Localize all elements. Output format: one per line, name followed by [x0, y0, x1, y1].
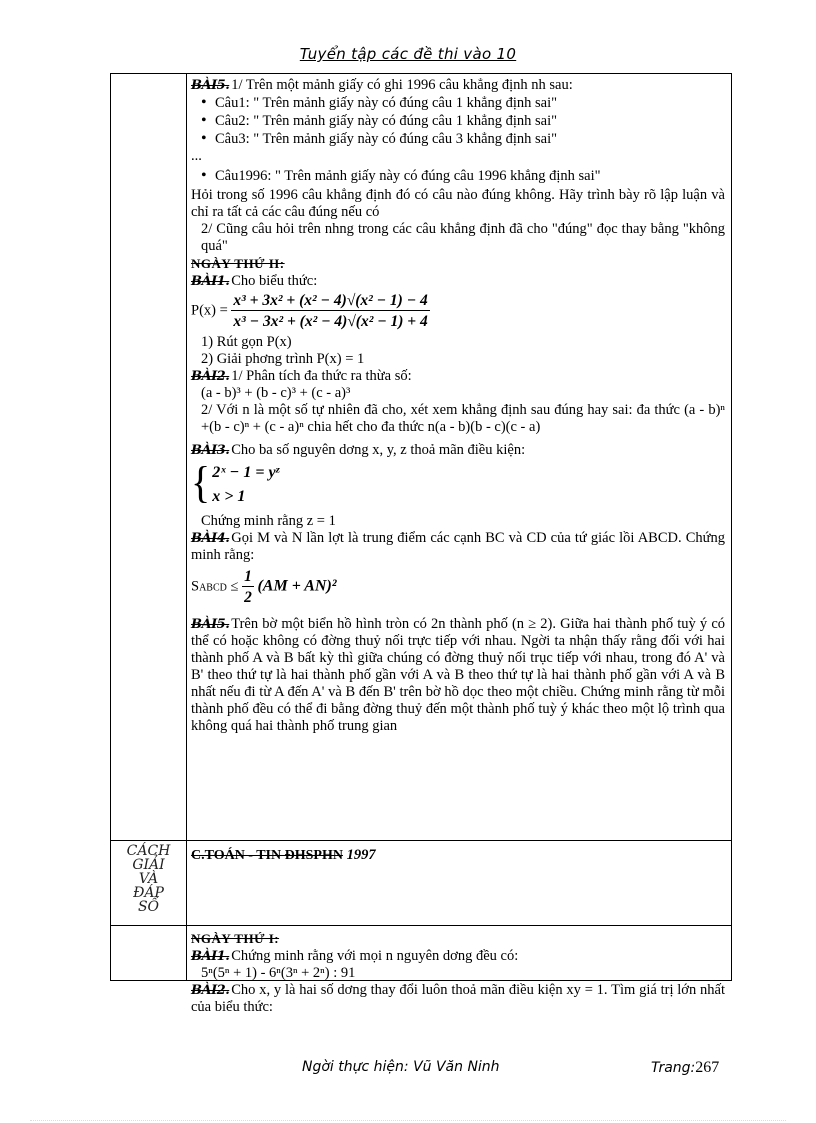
- footer-author: Ngời thực hiện: Vũ Văn Ninh: [302, 1059, 500, 1075]
- solution-cell: [191, 847, 725, 927]
- b4-inequality: SABCD ≤ $\frac{1}{2}$ (AM + AN)²: [191, 568, 337, 606]
- c3-b2-text: BÀI2. Cho x, y là hai số dơng thay đổi luôn thoả mãn điều kiện xy = 1. Tìm giá trị lớn nhất của biểu thức:: [191, 982, 725, 1015]
- b1-q1: 1) Rút gọn P(x): [201, 334, 292, 350]
- px-numerator: x³ + 3x² + (x² − 4)√(x² − 1) − 4: [233, 292, 428, 309]
- side-label: CÁCH GIẢI VÀ ĐÁP SỐ: [126, 843, 171, 915]
- system-eq-2: x > 1: [212, 488, 246, 505]
- column-divider: [186, 74, 187, 980]
- b1-text: BÀI1. Cho biểu thức:: [191, 273, 318, 289]
- px-fraction: [231, 292, 429, 330]
- b3-prove: Chứng minh rằng z = 1: [201, 513, 336, 529]
- b2-text: BÀI2. 1/ Phân tích đa thức ra thừa số:: [191, 368, 412, 384]
- page-header: Tuyển tập các đề thi vào 10: [299, 45, 517, 63]
- b4-text: BÀI4. Gọi M và N lần lợt là trung điểm các cạnh BC và CD của tứ giác lồi ABCD. Chứng minh rằng:: [191, 530, 725, 563]
- b1-q2: 2) Giải phơng trình P(x) = 1: [201, 351, 365, 367]
- day-heading: NGÀY THỨ I:: [191, 931, 280, 946]
- px-label: P(x) =: [191, 302, 228, 319]
- list-item: • Câu1996: " Trên mảnh giấy này có đúng câu 1996 khẳng định sai": [191, 167, 725, 185]
- b2-expression: (a - b)³ + (b - c)³ + (c - a)³: [201, 385, 351, 401]
- page-edge: [30, 1120, 786, 1121]
- list-item: • Câu2: " Trên mảnh giấy này có đúng câu 1 khẳng định sai": [191, 112, 725, 130]
- b3-text: BÀI3. Cho ba số nguyên dơng x, y, z thoả mãn điều kiện:: [191, 442, 526, 458]
- problem-cell: [191, 77, 725, 842]
- b2-part2: 2/ Với n là một số tự nhiên đã cho, xét xem khẳng định sau đúng hay sai: đa thức (a - b)ⁿ +(b - c)ⁿ + (c - a)ⁿ chia hết cho đa thức n(a - b)(b - c)(c - a): [201, 402, 725, 435]
- brace: {: [191, 457, 211, 507]
- b5-text: BÀI5. Trên bờ một biển hồ hình tròn có 2n thành phố (n ≥ 2). Giữa hai thành phố tuỳ ý có thể có hoặc không có đờng thuỷ nối trực tiếp với nhau. Ngời ta nhận thấy rằng đối với hai thành phố A và B bất kỳ thì giữa chúng có đờng thuỷ nối trục tiếp với nhau, trong đó A' và B' theo thứ tự là hai thành phố gần với A và B theo thứ tự là hai thành phố gần với A và B nhất nếu đi từ A đến A' và B đến B' trên bờ hồ dọc theo một chiều. Chứng minh rằng từ mỗi thành phố đều có thể đi bằng đờng thuỷ đến một thành phố tuỳ ý khác theo một lộ trình qua không quá hai thành phố trung gian: [191, 616, 725, 734]
- system-eq-1: 2ˣ − 1 = yᶻ: [212, 464, 280, 481]
- px-denominator: x³ − 3x² + (x² − 4)√(x² − 1) + 4: [233, 313, 428, 330]
- c3-b1-text: BÀI1. Chứng minh rằng với mọi n nguyên dơng đều có:: [191, 948, 519, 964]
- c3-b1-expression: 5ⁿ(5ⁿ + 1) - 6ⁿ(3ⁿ + 2ⁿ) : 91: [201, 965, 356, 981]
- list-item: • Câu3: " Trên mảnh giấy này có đúng câu 3 khẳng định sai": [191, 130, 725, 148]
- section-title: C.TOÁN - TIN ĐHSPHN 1997: [191, 847, 376, 863]
- b5-intro: BÀI5. 1/ Trên một mảnh giấy có ghi 1996 câu khẳng định nh sau:: [191, 77, 573, 93]
- page-number: Trang:267: [651, 1059, 720, 1076]
- px-formula: [191, 292, 725, 330]
- list-item: • Câu1: " Trên mảnh giấy này có đúng câu 1 khẳng định sai": [191, 94, 725, 112]
- next-day-cell: [191, 930, 725, 1015]
- ellipsis: ...: [191, 148, 202, 164]
- day-heading: NGÀY THỨ II:: [191, 256, 285, 271]
- content-table: [110, 73, 732, 1015]
- part2-text: 2/ Cũng câu hỏi trên nhng trong các câu khẳng định đã cho "đúng" đọc thay bằng "không quá": [201, 221, 725, 254]
- equation-system: [191, 457, 725, 509]
- question-text: Hỏi trong số 1996 câu khẳng định đó có câu nào đúng không. Hãy trình bày rõ lập luận và chỉ ra tất cả các câu đúng nếu có: [191, 187, 725, 220]
